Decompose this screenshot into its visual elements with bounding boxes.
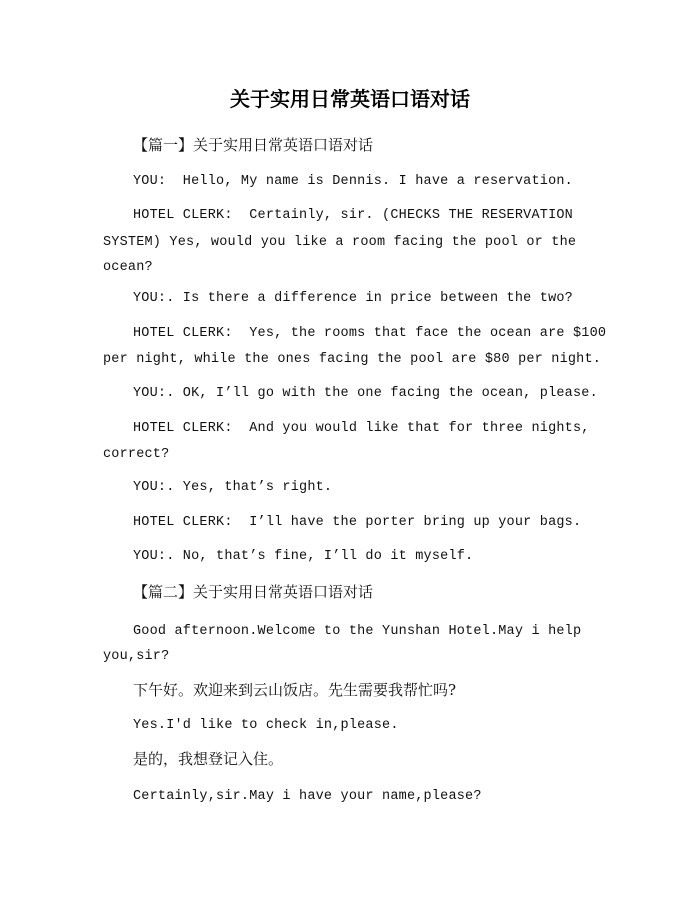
dialogue-line: you,sir?: [103, 649, 170, 664]
dialogue-line: HOTEL CLERK: And you would like that for three nights,: [133, 421, 590, 436]
dialogue-line: YOU:. No, that’s fine, I’ll do it myself.: [133, 549, 474, 564]
dialogue-line: YOU: Hello, My name is Dennis. I have a reservation.: [133, 174, 573, 189]
dialogue-line: SYSTEM) Yes, would you like a room facing the pool or the: [103, 235, 577, 250]
dialogue-line: HOTEL CLERK: I’ll have the porter bring up your bags.: [133, 515, 582, 530]
dialogue-line: Yes.I'd like to check in,please.: [133, 718, 399, 733]
dialogue-line: YOU:. OK, I’ll go with the one facing the ocean, please.: [133, 386, 598, 401]
section-heading-1: 【篇一】关于实用日常英语口语对话: [133, 136, 374, 154]
dialogue-line: Certainly,sir.May i have your name,please?: [133, 789, 482, 804]
section-heading-2: 【篇二】关于实用日常英语口语对话: [133, 583, 374, 601]
dialogue-line: HOTEL CLERK: Yes, the rooms that face the ocean are $100: [133, 326, 607, 341]
dialogue-line-chinese: 下午好。欢迎来到云山饭店。先生需要我帮忙吗?: [133, 681, 457, 699]
dialogue-line: YOU:. Is there a difference in price between the two?: [133, 291, 573, 306]
dialogue-line-chinese: 是的，我想登记入住。: [133, 750, 284, 768]
dialogue-line: HOTEL CLERK: Certainly, sir. (CHECKS THE RESERVATION: [133, 208, 573, 223]
document-title: 关于实用日常英语口语对话: [230, 87, 470, 111]
dialogue-line: correct?: [103, 447, 170, 462]
dialogue-line: ocean?: [103, 260, 153, 275]
dialogue-line: YOU:. Yes, that’s right.: [133, 480, 333, 495]
dialogue-line: per night, while the ones facing the pool are $80 per night.: [103, 352, 602, 367]
dialogue-line: Good afternoon.Welcome to the Yunshan Hotel.May i help: [133, 624, 582, 639]
